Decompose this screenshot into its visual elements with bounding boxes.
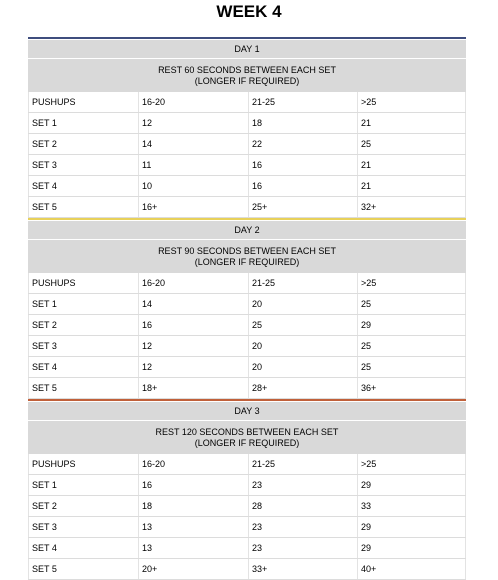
table-cell: 40+	[357, 559, 466, 579]
table-cell: 33	[357, 496, 466, 516]
table-cell: 21	[357, 155, 466, 175]
table-cell: 18+	[138, 378, 248, 398]
table-cell: 25	[357, 134, 466, 154]
table-cell: 28+	[248, 378, 357, 398]
set-label: SET 5	[28, 378, 138, 398]
table-cell: 12	[138, 113, 248, 133]
table-row	[28, 315, 466, 336]
table-row	[28, 517, 466, 538]
table-row	[28, 155, 466, 176]
table-row	[28, 357, 466, 378]
set-label: SET 4	[28, 538, 138, 558]
set-label: SET 1	[28, 113, 138, 133]
header-row	[28, 454, 466, 475]
header-cell: >25	[357, 273, 466, 293]
table-cell: 20	[248, 357, 357, 377]
table-cell: 23	[248, 475, 357, 495]
day-heading: DAY 3	[28, 401, 466, 420]
table-row	[28, 496, 466, 517]
table-cell: 20	[248, 294, 357, 314]
set-label: SET 3	[28, 155, 138, 175]
table-cell: 23	[248, 538, 357, 558]
table-cell: 20	[248, 336, 357, 356]
set-label: SET 4	[28, 176, 138, 196]
header-cell: PUSHUPS	[28, 92, 138, 112]
table-cell: 18	[138, 496, 248, 516]
table-row	[28, 113, 466, 134]
table-cell: 25	[248, 315, 357, 335]
table-cell: 16	[248, 155, 357, 175]
header-cell: PUSHUPS	[28, 273, 138, 293]
table-cell: 12	[138, 357, 248, 377]
table-cell: 36+	[357, 378, 466, 398]
table-row	[28, 134, 466, 155]
table-row	[28, 176, 466, 197]
table-cell: 29	[357, 475, 466, 495]
workout-table	[28, 37, 466, 580]
set-label: SET 2	[28, 496, 138, 516]
table-cell: 25	[357, 294, 466, 314]
rest-instruction	[28, 420, 466, 454]
set-label: SET 4	[28, 357, 138, 377]
table-cell: 22	[248, 134, 357, 154]
table-cell: 12	[138, 336, 248, 356]
header-cell: >25	[357, 92, 466, 112]
table-cell: 23	[248, 517, 357, 537]
table-cell: 13	[138, 538, 248, 558]
table-cell: 16	[138, 315, 248, 335]
header-cell: PUSHUPS	[28, 454, 138, 474]
page-title: WEEK 4	[216, 2, 282, 21]
set-label: SET 2	[28, 315, 138, 335]
header-row	[28, 273, 466, 294]
header-cell: 16-20	[138, 92, 248, 112]
table-cell: 21	[357, 113, 466, 133]
table-row	[28, 538, 466, 559]
table-cell: 16	[248, 176, 357, 196]
header-cell: >25	[357, 454, 466, 474]
set-label: SET 5	[28, 197, 138, 217]
rest-note: (LONGER IF REQUIRED)	[194, 256, 300, 267]
table-row	[28, 197, 466, 218]
rest-note: (LONGER IF REQUIRED)	[194, 437, 300, 448]
header-cell: 21-25	[248, 92, 357, 112]
table-row	[28, 378, 466, 399]
table-cell: 29	[357, 517, 466, 537]
table-cell: 16+	[138, 197, 248, 217]
header-cell: 16-20	[138, 273, 248, 293]
table-cell: 11	[138, 155, 248, 175]
header-cell: 21-25	[248, 454, 357, 474]
table-row	[28, 336, 466, 357]
table-cell: 29	[357, 538, 466, 558]
table-cell: 14	[138, 294, 248, 314]
set-label: SET 1	[28, 294, 138, 314]
rest-note: (LONGER IF REQUIRED)	[194, 75, 300, 86]
table-cell: 13	[138, 517, 248, 537]
table-cell: 32+	[357, 197, 466, 217]
day-heading: DAY 2	[28, 220, 466, 239]
table-cell: 14	[138, 134, 248, 154]
set-label: SET 3	[28, 517, 138, 537]
table-cell: 25+	[248, 197, 357, 217]
table-cell: 29	[357, 315, 466, 335]
set-label: SET 3	[28, 336, 138, 356]
rest-instruction	[28, 58, 466, 92]
rest-line: REST 60 SECONDS BETWEEN EACH SET	[158, 64, 336, 75]
table-cell: 21	[357, 176, 466, 196]
day-heading: DAY 1	[28, 39, 466, 58]
header-row	[28, 92, 466, 113]
header-cell: 16-20	[138, 454, 248, 474]
table-cell: 16	[138, 475, 248, 495]
set-label: SET 5	[28, 559, 138, 579]
table-cell: 25	[357, 336, 466, 356]
table-cell: 28	[248, 496, 357, 516]
table-cell: 33+	[248, 559, 357, 579]
header-cell: 21-25	[248, 273, 357, 293]
table-row	[28, 294, 466, 315]
set-label: SET 1	[28, 475, 138, 495]
table-cell: 18	[248, 113, 357, 133]
rest-line: REST 120 SECONDS BETWEEN EACH SET	[155, 426, 339, 437]
table-row	[28, 475, 466, 496]
table-cell: 25	[357, 357, 466, 377]
rest-instruction	[28, 239, 466, 273]
table-cell: 10	[138, 176, 248, 196]
table-cell: 20+	[138, 559, 248, 579]
rest-line: REST 90 SECONDS BETWEEN EACH SET	[158, 245, 336, 256]
set-label: SET 2	[28, 134, 138, 154]
